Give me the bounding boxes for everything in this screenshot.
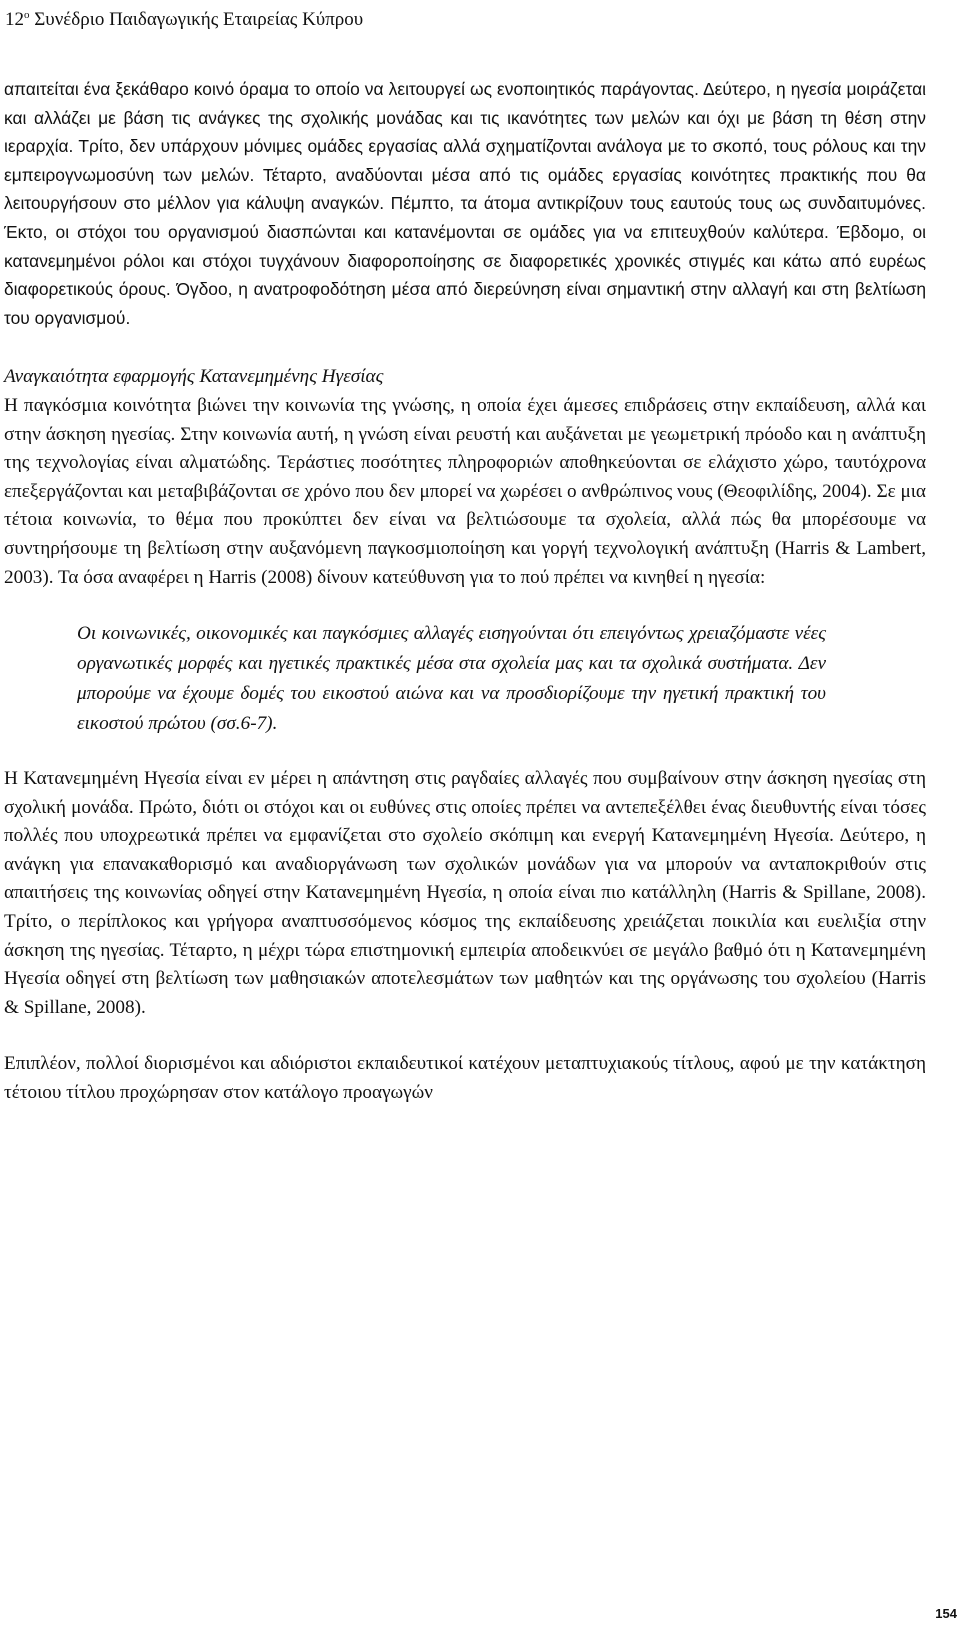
page-number: 154 [935, 1606, 957, 1621]
conference-title: Συνέδριο Παιδαγωγικής Εταιρείας Κύπρου [29, 9, 364, 30]
paragraph-knowledge-society: Η παγκόσμια κοινότητα βιώνει την κοινωνία της γνώσης, η οποία έχει άμεσες επιδράσεις στην εκπαίδευση, αλλά και στην άσκηση ηγεσίας. Στην κοινωνία αυτή, η γνώση είναι ρευστή και αυξάνεται με γεωμετρική πρόοδο και η ανάπτυξη της τεχνολογίας είναι αλματώδης. Τεράστιες ποσότητες πληροφοριών αποθηκεύονται σε ελάχιστο χώρο, ταυτόχρονα επεξεργάζονται και μεταβιβάζονται σε χρόνο που δεν μπορεί να χωρέσει ο ανθρώπινος νους (Θεοφιλίδης, 2004). Σε μια τέτοια κοινωνία, το θέμα που προκύπτει δεν είναι να βελτιώσουμε τα σχολεία, αλλά πώς θα μπορέσουμε να συντηρήσουμε τη βελτίωση στην αυξανόμενη παγκοσμιοποίηση και γοργή τεχνολογική ανάπτυξη (Harris & Lambert, 2003). Τα όσα αναφέρει η Harris (2008) δίνουν κατεύθυνση για το πού πρέπει να κινηθεί η ηγεσία: [4, 394, 926, 588]
ordinal-superscript: ο [24, 9, 30, 21]
page-body [4, 75, 926, 1108]
conference-number: 12 [5, 9, 24, 30]
paragraph-distributed-leadership: Η Κατανεμημένη Ηγεσία είναι εν μέρει η απάντηση στις ραγδαίες αλλαγές που συμβαίνουν στην άσκηση ηγεσίας στη σχολική μονάδα. Πρώτο, διότι οι στόχοι και οι ευθύνες στις οποίες πρέπει να αντεπεξέλθει ένας διευθυντής είναι τόσες πολλές που υποχρεωτικά πρέπει να εμφανίζεται στο σχολείο σκόπιμη και ενεργή Κατανεμημένη Ηγεσία. Δεύτερο, η ανάγκη για επανακαθορισμό και αναδιοργάνωση των σχολικών μονάδων για να μπορούν να ανταποκριθούν στις απαιτήσεις της κοινωνίας οδηγεί στην Κατανεμημένη Ηγεσία, η οποία είναι πιο κατάλληλη (Harris & Spillane, 2008). Τρίτο, ο περίπλοκος και γρήγορα αναπτυσσόμενος κόσμος της εκπαίδευσης χρειάζεται ποικιλία και ευελιξία στην άσκηση της ηγεσίας. Τέταρτο, η μέχρι τώρα επιστημονική εμπειρία αποδεικνύει σε μεγάλο βαθμό ότι η Κατανεμημένη Ηγεσία οδηγεί στη βελτίωση των μαθησιακών αποτελεσμάτων των μαθητών και της οργάνωσης του σχολείου (Harris & Spillane, 2008). [4, 768, 926, 1018]
running-header [5, 4, 363, 31]
paragraph-teachers: Επιπλέον, πολλοί διορισμένοι και αδιόριστοι εκπαιδευτικοί κατέχουν μεταπτυχιακούς τίτλους, αφού με την κατάκτηση τέτοιου τίτλου προχώρησαν στον κατάλογο προαγωγών [4, 1053, 926, 1104]
section-heading: Αναγκαιότητα εφαρμογής Κατανεμημένης Ηγεσίας [4, 366, 384, 388]
block-quote: Οι κοινωνικές, οικονομικές και παγκόσμιες αλλαγές εισηγούνται ότι επειγόντως χρειαζόμαστε νέες οργανωτικές μορφές και ηγετικές πρακτικές μέσα στα σχολεία μας και τα σχολικά συστήματα. Δεν μπορούμε να έχουμε δομές του εικοστού αιώνα και να προσδιορίζουμε την ηγετική πρακτική του εικοστού πρώτου (σσ.6-7). [77, 623, 826, 735]
paragraph-roles-list: απαιτείται ένα ξεκάθαρο κοινό όραμα το οποίο να λειτουργεί ως ενοποιητικός παράγοντας. Δεύτερο, η ηγεσία μοιράζεται και αλλάζει με βάση τις ανάγκες της σχολικής μονάδας και τις ικανότητες των μελών και όχι με βάση τη θέση στην ιεραρχία. Τρίτο, δεν υπάρχουν μόνιμες ομάδες εργασίας αλλά σχηματίζονται ανάλογα με το σκοπό, τους ρόλους και την εμπειρογνωμοσύνη των μελών. Τέταρτο, αναδύονται μέσα από τις ομάδες εργασίας κοινότητες πρακτικής που θα λειτουργήσουν στο μέλλον για κάλυψη αναγκών. Πέμπτο, τα άτομα αντικρίζουν τους εαυτούς τους ως συνδαιτυμόνες. Έκτο, οι στόχοι του οργανισμού διασπώνται και κατανέμονται σε ομάδες για να επιτευχθούν καλύτερα. Έβδομο, οι κατανεμημένοι ρόλοι και στόχοι τυγχάνουν διαφοροποίησης σε διαφορετικές χρονικές στιγμές και κάτω από ευρέως διαφορετικούς όρους. Όγδοο, η ανατροφοδότηση μέσα από διερεύνηση είναι σημαντική στην αλλαγή και στη βελτίωση του οργανισμού. [4, 79, 926, 328]
